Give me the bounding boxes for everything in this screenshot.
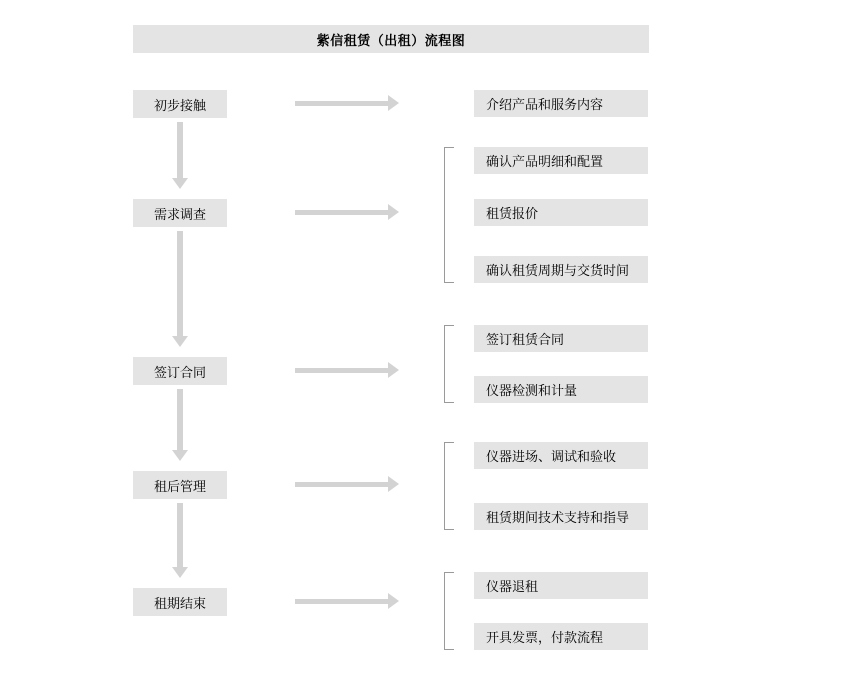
- bracket-group-5: [444, 572, 454, 650]
- detail-box-1[interactable]: 介绍产品和服务内容: [474, 90, 648, 117]
- detail-box-3[interactable]: 租赁报价: [474, 199, 648, 226]
- flow-arrow-down-4-line: [177, 503, 183, 567]
- flow-arrow-right-1-head: [388, 95, 399, 111]
- detail-box-2[interactable]: 确认产品明细和配置: [474, 147, 648, 174]
- flow-arrow-down-1-head: [172, 178, 188, 189]
- bracket-group-4: [444, 442, 454, 530]
- flow-arrow-right-2-line: [295, 210, 388, 215]
- flow-arrow-right-5-line: [295, 599, 388, 604]
- detail-box-8[interactable]: 租赁期间技术支持和指导: [474, 503, 648, 530]
- flow-arrow-right-3-head: [388, 362, 399, 378]
- flow-arrow-right-3-line: [295, 368, 388, 373]
- detail-box-10[interactable]: 开具发票，付款流程: [474, 623, 648, 650]
- stage-box-1[interactable]: 初步接触: [133, 90, 227, 118]
- flow-arrow-down-2-line: [177, 231, 183, 336]
- stage-box-3[interactable]: 签订合同: [133, 357, 227, 385]
- flow-arrow-down-3-line: [177, 389, 183, 450]
- bracket-group-2: [444, 147, 454, 283]
- flow-arrow-down-3-head: [172, 450, 188, 461]
- flow-arrow-right-4-line: [295, 482, 388, 487]
- bracket-group-3: [444, 325, 454, 403]
- detail-box-6[interactable]: 仪器检测和计量: [474, 376, 648, 403]
- detail-box-4[interactable]: 确认租赁周期与交货时间: [474, 256, 648, 283]
- flow-arrow-right-2-head: [388, 204, 399, 220]
- flow-arrow-down-1-line: [177, 122, 183, 178]
- flow-arrow-right-4-head: [388, 476, 399, 492]
- detail-box-9[interactable]: 仪器退租: [474, 572, 648, 599]
- page-title: 紫信租赁（出租）流程图: [133, 25, 649, 53]
- stage-box-2[interactable]: 需求调查: [133, 199, 227, 227]
- flow-arrow-right-1-line: [295, 101, 388, 106]
- stage-box-4[interactable]: 租后管理: [133, 471, 227, 499]
- detail-box-7[interactable]: 仪器进场、调试和验收: [474, 442, 648, 469]
- flow-arrow-down-4-head: [172, 567, 188, 578]
- detail-box-5[interactable]: 签订租赁合同: [474, 325, 648, 352]
- flow-arrow-down-2-head: [172, 336, 188, 347]
- stage-box-5[interactable]: 租期结束: [133, 588, 227, 616]
- flow-arrow-right-5-head: [388, 593, 399, 609]
